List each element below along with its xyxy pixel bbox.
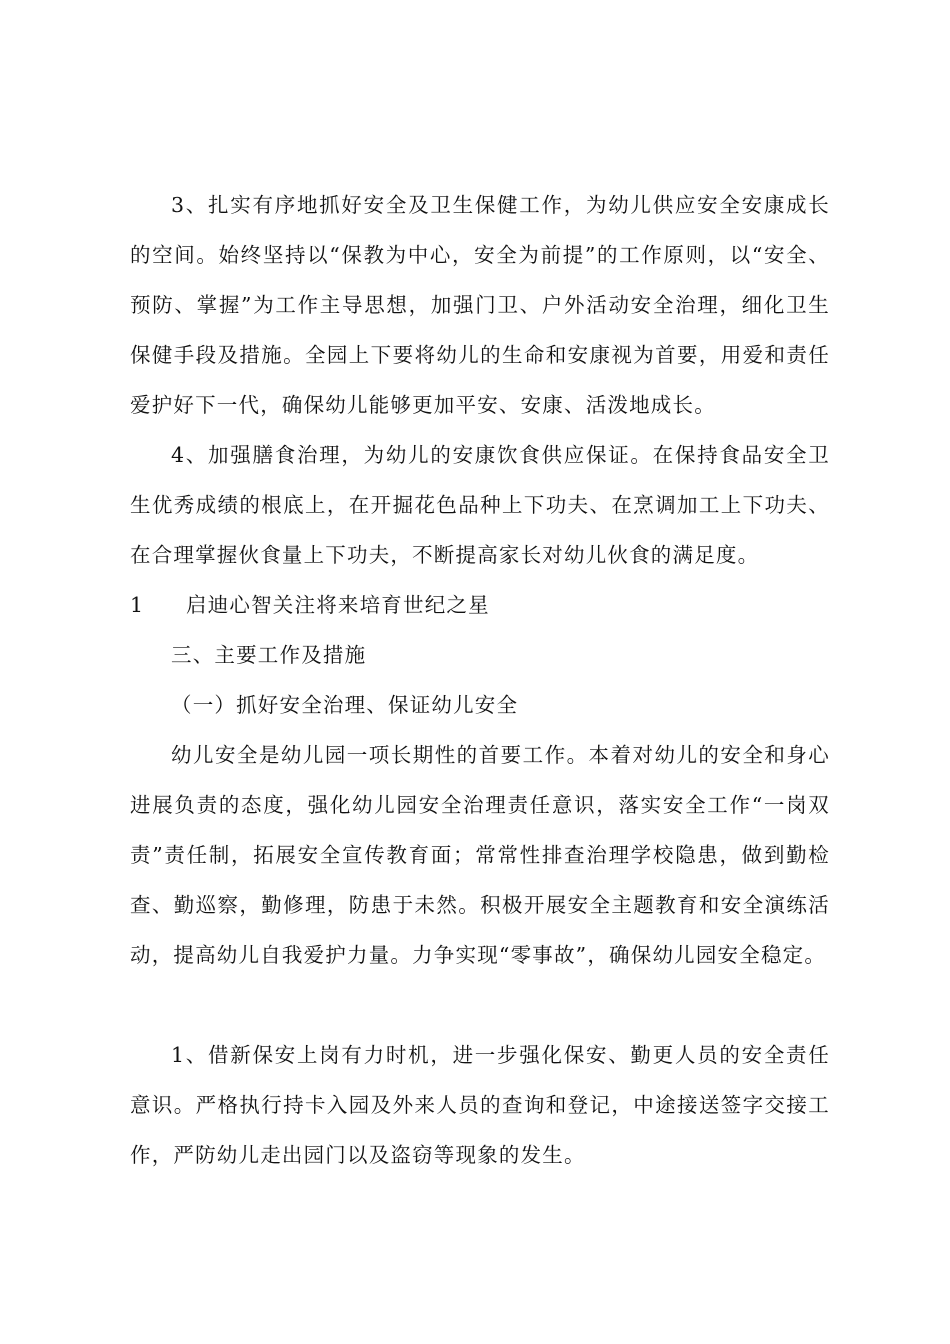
paragraph-security-guard: 1、借新保安上岗有力时机，进一步强化保安、勤更人员的安全责任意识。严格执行持卡入园及外来人员的查询和登记，中途接送签字交接工作，严防幼儿走出园门以及盗窃等现象的发生。: [130, 1043, 830, 1167]
toc-entry-text: 启迪心智关注将来培育世纪之星: [186, 593, 490, 617]
paragraph-diet-management: 4、加强膳食治理，为幼儿的安康饮食供应保证。在保持食品安全卫生优秀成绩的根底上，在开掘花色品种上下功夫、在烹调加工上下功夫、在合理掌握伙食量上下功夫，不断提高家长对幼儿伙食的满足度。: [130, 443, 830, 567]
paragraph-child-safety: 幼儿安全是幼儿园一项长期性的首要工作。本着对幼儿的安全和身心进展负责的态度，强化幼儿园安全治理责任意识，落实安全工作“一岗双责”责任制，拓展安全宣传教育面；常常性排查治理学校隐患，做到勤检查、勤巡察，勤修理，防患于未然。积极开展安全主题教育和安全演练活动，提高幼儿自我爱护力量。力争实现“零事故”，确保幼儿园安全稳定。: [130, 743, 830, 967]
toc-entry-number: 1: [130, 593, 145, 617]
section-heading: 三、主要工作及措施: [171, 643, 367, 667]
paragraph-safety-health: 3、扎实有序地抓好安全及卫生保健工作，为幼儿供应安全安康成长的空间。始终坚持以“保教为中心，安全为前提”的工作原则，以“安全、预防、掌握”为工作主导思想，加强门卫、户外活动安全治理，细化卫生保健手段及措施。全园上下要将幼儿的生命和安康视为首要，用爱和责任爱护好下一代，确保幼儿能够更加平安、安康、活泼地成长。: [130, 193, 830, 417]
toc-entry: [130, 580, 490, 630]
subsection-heading: （一）抓好安全治理、保证幼儿安全: [171, 693, 519, 717]
